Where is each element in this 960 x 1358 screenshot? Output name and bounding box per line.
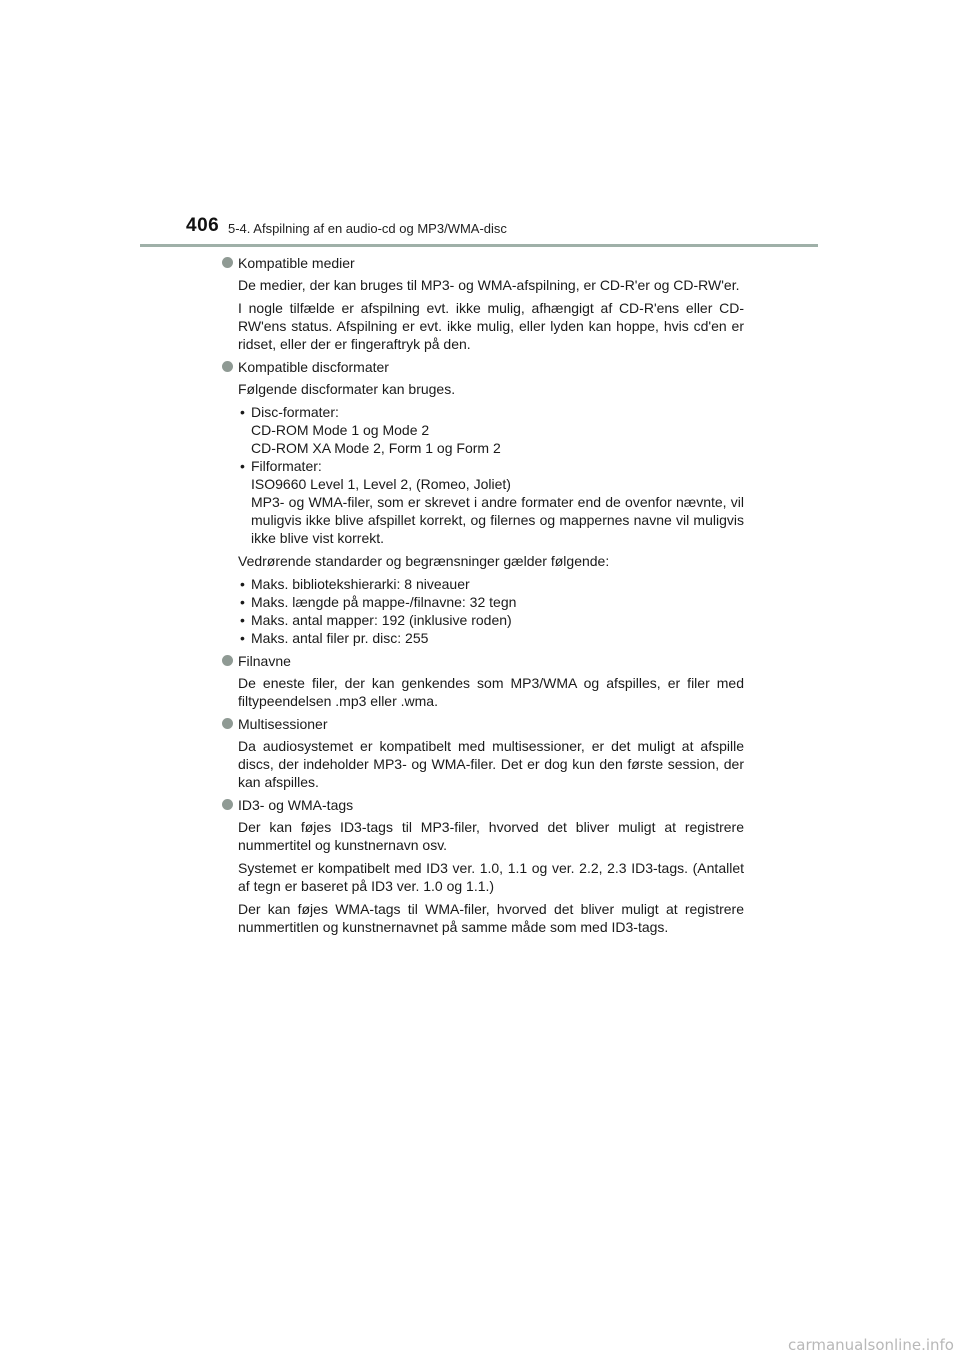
list-item <box>238 611 744 629</box>
heading-text: ID3- og WMA-tags <box>238 797 354 813</box>
list-item-label: Disc-formater: <box>251 404 339 420</box>
list-item <box>238 403 744 457</box>
limits-list <box>224 575 744 647</box>
section-compatible-disc-formats <box>224 358 744 647</box>
list-item <box>238 629 744 647</box>
section-id3-wma-tags <box>224 796 744 936</box>
list-bullet: • <box>240 458 245 474</box>
circle-bullet-icon <box>222 361 233 372</box>
list-item-line: MP3- og WMA-filer, som er skrevet i andre formater end de ovenfor nævnte, vil muligvis ikke blive afspillet korrekt, og filernes og mappernes navne vil muligvis ikke blive vist korrekt. <box>251 494 744 546</box>
list-item-line: CD-ROM Mode 1 og Mode 2 <box>251 422 430 438</box>
heading-text: Kompatible medier <box>238 255 355 271</box>
page-header <box>186 215 818 245</box>
heading-text: Multisessioner <box>238 716 328 732</box>
heading-text: Filnavne <box>238 653 291 669</box>
header-rule <box>140 244 818 247</box>
section-multisessions <box>224 715 744 791</box>
circle-bullet-icon <box>222 799 233 810</box>
list-item <box>238 575 744 593</box>
section-heading <box>224 254 744 272</box>
list-item-line: CD-ROM XA Mode 2, Form 1 og Form 2 <box>251 440 501 456</box>
paragraph: Følgende discformater kan bruges. <box>238 381 456 397</box>
circle-bullet-icon <box>222 718 233 729</box>
list-bullet: • <box>240 576 245 592</box>
section-title: 5-4. Afspilning af en audio-cd og MP3/WMA-disc <box>228 221 507 236</box>
section-heading <box>224 358 744 376</box>
page-number: 406 <box>186 215 220 236</box>
circle-bullet-icon <box>222 655 233 666</box>
section-file-names <box>224 652 744 710</box>
paragraph: Systemet er kompatibelt med ID3 ver. 1.0, 1.1 og ver. 2.2, 2.3 ID3-tags. (Antallet af tegn er baseret på ID3 ver. 1.0 og 1.1.) <box>238 860 744 894</box>
list-bullet: • <box>240 404 245 420</box>
paragraph: Da audiosystemet er kompatibelt med multisessioner, er det muligt at afspille discs, der indeholder MP3- og WMA-filer. Det er dog kun den første session, der kan afspilles. <box>238 738 744 790</box>
list-item-line: ISO9660 Level 1, Level 2, (Romeo, Joliet) <box>251 476 511 492</box>
list-bullet: • <box>240 612 245 628</box>
paragraph: Der kan føjes WMA-tags til WMA-filer, hvorved det bliver muligt at registrere nummertitlen og kunstnernavnet på samme måde som med ID3-tags. <box>238 901 744 935</box>
list-item-text: Maks. antal mapper: 192 (inklusive roden) <box>251 612 512 628</box>
list-item-text: Maks. længde på mappe-/filnavne: 32 tegn <box>251 594 517 610</box>
paragraph: De medier, der kan bruges til MP3- og WMA-afspilning, er CD-R'er og CD-RW'er. <box>238 277 740 293</box>
list-item <box>238 593 744 611</box>
section-heading <box>224 652 744 670</box>
paragraph: I nogle tilfælde er afspilning evt. ikke mulig, afhængigt af CD-R'ens eller CD-RW'ens status. Afspilning er evt. ikke mulig, eller lyden kan hoppe, hvis cd'en er ridset, eller der er fingeraftryk på den. <box>238 300 744 352</box>
section-heading <box>224 796 744 814</box>
list-item-label: Filformater: <box>251 458 322 474</box>
format-list <box>224 403 744 547</box>
paragraph: De eneste filer, der kan genkendes som MP3/WMA og afspilles, er filer med filtypeendelsen .mp3 eller .wma. <box>238 675 744 709</box>
list-item-text: Maks. antal filer pr. disc: 255 <box>251 630 429 646</box>
heading-text: Kompatible discformater <box>238 359 389 375</box>
section-heading <box>224 715 744 733</box>
section-compatible-media <box>224 254 744 353</box>
list-item-text: Maks. bibliotekshierarki: 8 niveauer <box>251 576 470 592</box>
list-bullet: • <box>240 594 245 610</box>
list-bullet: • <box>240 630 245 646</box>
list-item <box>238 457 744 547</box>
page-content <box>224 254 744 941</box>
watermark-link[interactable]: carmanualsonline.info <box>788 1336 954 1354</box>
paragraph: Der kan føjes ID3-tags til MP3-filer, hvorved det bliver muligt at registrere nummertitel og kunstnernavn osv. <box>238 819 744 853</box>
paragraph: Vedrørende standarder og begrænsninger gælder følgende: <box>238 553 610 569</box>
circle-bullet-icon <box>222 257 233 268</box>
